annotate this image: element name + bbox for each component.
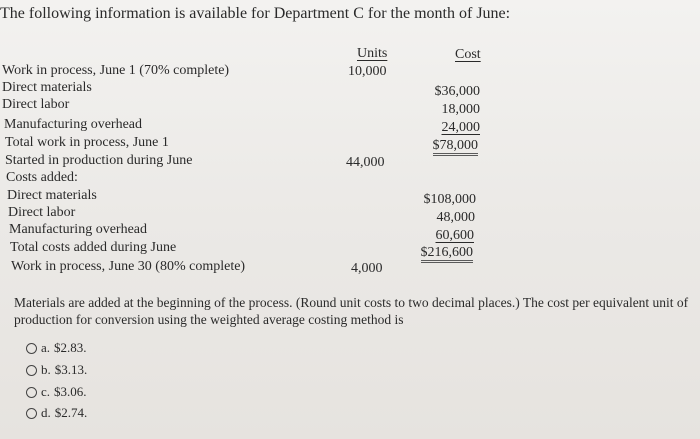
row-label-added-direct-labor: Direct labor [8, 205, 76, 220]
cost-column-header: Cost [455, 47, 481, 62]
cost-added-manufacturing-overhead: 60,600 [435, 228, 474, 243]
row-label-started-in-production: Started in production during June [5, 153, 193, 168]
units-started-in-production: 44,000 [346, 155, 385, 170]
option-a-value: $2.83. [54, 340, 87, 355]
row-label-manufacturing-overhead: Manufacturing overhead [4, 117, 142, 132]
cost-added-direct-labor: 48,000 [436, 210, 475, 225]
cost-total-costs-added [383, 245, 473, 261]
row-label-wip-june1: Work in process, June 1 (70% complete) [2, 63, 230, 78]
row-label-added-manufacturing-overhead: Manufacturing overhead [9, 222, 147, 237]
option-a-letter: a. [41, 340, 51, 355]
row-label-direct-labor: Direct labor [2, 97, 70, 112]
option-d[interactable] [26, 405, 87, 421]
cost-total-costs-added-value: $216,600 [421, 245, 474, 263]
option-c[interactable] [26, 384, 87, 400]
option-c-value: $3.06. [54, 384, 87, 399]
row-label-total-wip-june1: Total work in process, June 1 [5, 135, 169, 150]
cost-total-wip-june1 [388, 138, 478, 154]
row-label-wip-june30: Work in process, June 30 (80% complete) [11, 259, 246, 274]
cost-added-direct-materials: $108,000 [423, 192, 476, 207]
option-b[interactable] [26, 362, 87, 378]
radio-c[interactable] [26, 387, 37, 398]
row-label-direct-materials: Direct materials [2, 80, 92, 95]
option-c-letter: c. [41, 384, 51, 399]
question-text: Materials are added at the beginning of the process. (Round unit costs to two decimal places.) The cost per equivalent unit of production for conversion using the weighted average costing method is [14, 295, 689, 327]
row-label-added-direct-materials: Direct materials [7, 188, 97, 203]
option-b-letter: b. [41, 362, 51, 377]
option-a[interactable] [26, 340, 87, 356]
option-d-value: $2.74. [54, 405, 88, 420]
cost-total-wip-june1-value: $78,000 [433, 138, 479, 156]
problem-intro: The following information is available for Department C for the month of June: [0, 5, 511, 22]
cost-wip-manufacturing-overhead: 24,000 [441, 120, 480, 135]
radio-a[interactable] [26, 343, 37, 354]
option-b-value: $3.13. [54, 362, 88, 377]
cost-wip-direct-materials: $36,000 [434, 84, 480, 99]
row-label-total-costs-added: Total costs added during June [10, 240, 177, 255]
radio-b[interactable] [26, 365, 37, 376]
units-wip-june30: 4,000 [351, 261, 383, 276]
units-column-header: Units [357, 46, 388, 61]
cost-wip-direct-labor: 18,000 [441, 102, 480, 117]
units-wip-june1: 10,000 [348, 64, 387, 79]
option-d-letter: d. [41, 405, 51, 420]
radio-d[interactable] [26, 408, 37, 419]
row-label-costs-added: Costs added: [6, 170, 78, 185]
